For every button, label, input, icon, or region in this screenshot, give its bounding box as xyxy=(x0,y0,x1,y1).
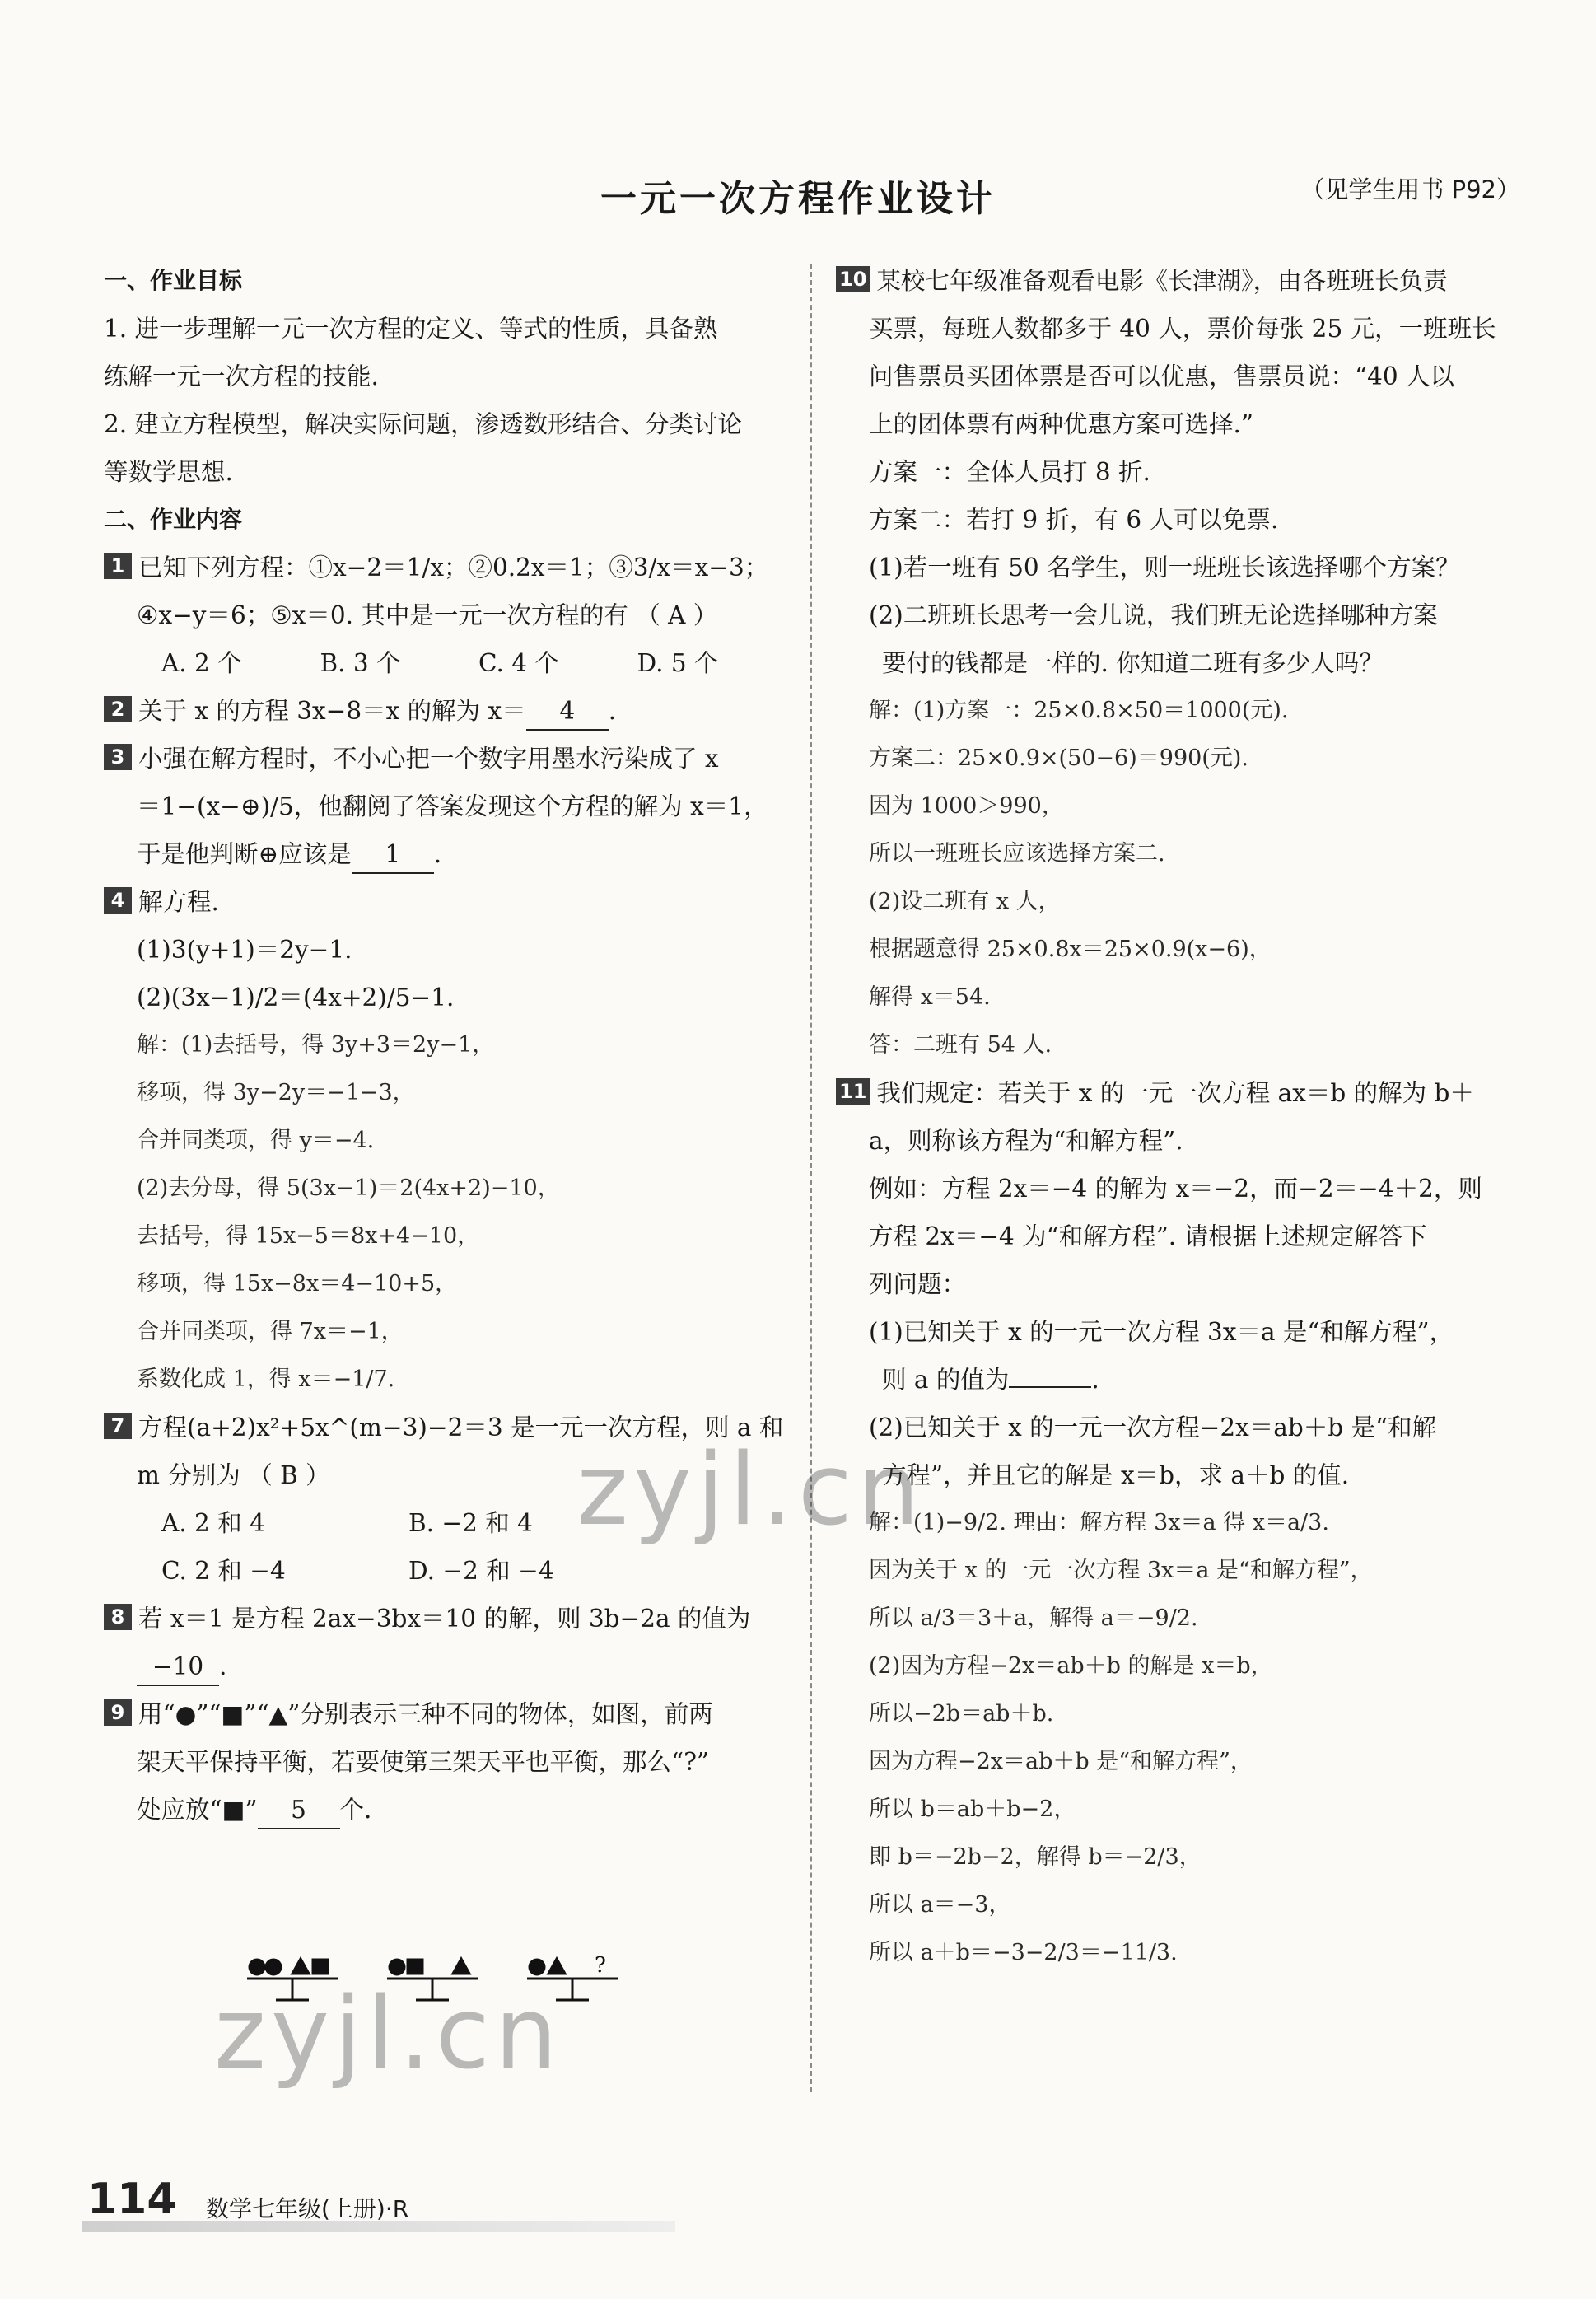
watermark: zyjl.cn xyxy=(576,1433,925,1548)
text-line xyxy=(836,496,1519,544)
book-title: 数学七年级(上册)·R xyxy=(206,2195,409,2222)
line-text: m 分别为 （ B ） xyxy=(137,1461,330,1489)
line-text: (1)已知关于 x 的一元一次方程 3x＝a 是“和解方程”， xyxy=(869,1318,1454,1346)
text-line xyxy=(836,448,1519,496)
line-text: 一、作业目标 xyxy=(104,267,243,294)
line-text: ＝1−(x−⊕)/5，他翻阅了答案发现这个方程的解为 x＝1， xyxy=(137,792,768,820)
line-text: 合并同类项，得 7x＝−1， xyxy=(137,1319,404,1344)
line-text: 所以−2b＝ab＋b. xyxy=(869,1701,1054,1727)
line-text: 练解一元一次方程的技能. xyxy=(104,362,379,390)
line-text: 方案一：全体人员打 8 折. xyxy=(869,458,1150,486)
line-text: 所以 a＋b＝−3−2/3＝−11/3. xyxy=(869,1940,1178,1965)
page-title: 一元一次方程作业设计 xyxy=(600,178,996,220)
line-text: 架天平保持平衡，若要使第三架天平也平衡，那么“?” xyxy=(137,1748,709,1776)
line-text: 所以 b＝ab＋b−2， xyxy=(869,1797,1076,1822)
line-tail: . xyxy=(608,697,617,725)
left-column xyxy=(104,257,796,1834)
text-line xyxy=(104,1595,796,1642)
question-number-badge: 3 xyxy=(104,744,132,770)
line-text: (1)3(y+1)＝2y−1. xyxy=(137,936,352,964)
text-line xyxy=(104,544,796,591)
question-number-badge: 10 xyxy=(836,266,870,292)
line-text: 因为关于 x 的一元一次方程 3x＝a 是“和解方程”， xyxy=(869,1558,1373,1583)
text-line xyxy=(836,591,1519,639)
line-text: 方程”，并且它的解是 x＝b，求 a＋b 的值. xyxy=(882,1461,1350,1489)
text-line xyxy=(836,1356,1519,1404)
text-line xyxy=(836,1547,1519,1595)
text-line xyxy=(104,305,796,353)
watermark: zyjl.cn xyxy=(214,1977,562,2091)
answer-blank: 4 xyxy=(526,693,609,731)
choice-option: D. −2 和 −4 xyxy=(408,1557,554,1585)
question-number-badge: 4 xyxy=(104,887,132,914)
text-line xyxy=(836,783,1519,830)
page-number: 114 xyxy=(87,2175,177,2224)
text-line xyxy=(836,639,1519,687)
text-line xyxy=(104,591,796,639)
text-line xyxy=(836,1834,1519,1881)
text-line xyxy=(104,496,796,544)
line-text: 小强在解方程时，不小心把一个数字用墨水污染成了 x xyxy=(138,745,719,773)
text-line xyxy=(836,830,1519,878)
line-text: 因为方程−2x＝ab＋b 是“和解方程”， xyxy=(869,1749,1253,1774)
text-line xyxy=(836,1021,1519,1069)
line-text: (2)因为方程−2x＝ab＋b 的解是 x＝b， xyxy=(869,1653,1273,1679)
text-line xyxy=(836,353,1519,400)
line-text: 问售票员买团体票是否可以优惠，售票员说：“40 人以 xyxy=(869,362,1454,390)
text-line xyxy=(836,544,1519,591)
text-line xyxy=(836,1595,1519,1642)
text-line xyxy=(104,257,796,305)
text-line xyxy=(836,1404,1519,1451)
text-line xyxy=(836,400,1519,448)
text-line xyxy=(836,1881,1519,1929)
line-text: 所以 a＝−3， xyxy=(869,1892,1011,1918)
text-line xyxy=(104,1213,796,1260)
answer-blank xyxy=(1009,1386,1091,1388)
line-text: (2)二班班长思考一会儿说，我们班无论选择哪种方案 xyxy=(869,601,1438,629)
line-text: 合并同类项，得 y＝−4. xyxy=(137,1128,375,1153)
text-line xyxy=(104,1069,796,1117)
line-text: 若 x＝1 是方程 2ax−3bx＝10 的解，则 3b−2a 的值为 xyxy=(138,1605,751,1633)
choice-option: C. 2 和 −4 xyxy=(161,1557,286,1585)
text-line xyxy=(836,1308,1519,1356)
text-line xyxy=(104,1786,796,1834)
answer-blank: 5 xyxy=(258,1792,340,1829)
line-text: 2. 建立方程模型，解决实际问题，渗透数形结合、分类讨论 xyxy=(104,410,743,438)
line-text: 买票，每班人数都多于 40 人，票价每张 25 元，一班班长 xyxy=(869,315,1496,343)
line-text: 方案二：若打 9 折，有 6 人可以免票. xyxy=(869,506,1279,534)
text-line xyxy=(836,1690,1519,1738)
line-text: 例如：方程 2x＝−4 的解为 x＝−2，而−2＝−4＋2，则 xyxy=(869,1175,1482,1203)
text-line xyxy=(836,1499,1519,1547)
question-number-badge: 9 xyxy=(104,1699,132,1726)
text-line xyxy=(836,926,1519,974)
text-line xyxy=(836,1069,1519,1117)
line-tail: . xyxy=(1091,1366,1099,1394)
text-line xyxy=(104,1356,796,1404)
line-text: 方程 2x＝−4 为“和解方程”. 请根据上述规定解答下 xyxy=(869,1222,1427,1250)
choice-option: B. 3 个 xyxy=(320,649,401,677)
line-text: ④x−y＝6；⑤x＝0. 其中是一元一次方程的有 （ A ） xyxy=(137,601,718,629)
line-text: 解方程. xyxy=(138,888,219,916)
answer-blank: −10 xyxy=(137,1648,219,1686)
text-line xyxy=(836,257,1519,305)
question-number-badge: 11 xyxy=(836,1078,870,1105)
choice-option: C. 4 个 xyxy=(478,649,559,677)
text-line xyxy=(104,687,796,735)
line-text: 答：二班有 54 人. xyxy=(869,1032,1052,1058)
text-line xyxy=(104,1308,796,1356)
text-line xyxy=(836,1165,1519,1213)
text-line xyxy=(104,735,796,783)
question-number-badge: 2 xyxy=(104,696,132,722)
answer-blank: 1 xyxy=(352,836,434,874)
line-text: 我们规定：若关于 x 的一元一次方程 ax＝b 的解为 b＋ xyxy=(876,1079,1474,1107)
choice-option: A. 2 和 4 xyxy=(161,1509,265,1537)
line-text: 要付的钱都是一样的. 你知道二班有多少人吗？ xyxy=(882,649,1384,677)
text-line xyxy=(836,735,1519,783)
line-text: (2)去分母，得 5(3x−1)＝2(4x+2)−10， xyxy=(137,1175,560,1201)
line-text: 上的团体票有两种优惠方案可选择.” xyxy=(869,410,1253,438)
text-line xyxy=(836,1786,1519,1834)
line-text: 所以 a/3＝3＋a，解得 a＝−9/2. xyxy=(869,1605,1198,1631)
text-line xyxy=(104,1690,796,1738)
line-text: 去括号，得 15x−5＝8x+4−10， xyxy=(137,1223,480,1249)
line-text: 处应放“■” xyxy=(137,1796,258,1824)
line-tail: . xyxy=(219,1652,227,1680)
choice-option: A. 2 个 xyxy=(161,649,242,677)
line-text: 二、作业内容 xyxy=(104,506,243,533)
line-text: 因为 1000＞990， xyxy=(869,793,1064,819)
line-text: 解：(1)去括号，得 3y+3＝2y−1， xyxy=(137,1032,495,1058)
line-text: 1. 进一步理解一元一次方程的定义、等式的性质，具备熟 xyxy=(104,315,718,343)
text-line xyxy=(104,974,796,1021)
text-line xyxy=(836,1642,1519,1690)
text-line xyxy=(104,639,796,687)
line-text: 用“●”“■”“▲”分别表示三种不同的物体，如图，前两 xyxy=(138,1700,713,1728)
question-number-badge: 1 xyxy=(104,553,132,579)
line-text: a，则称该方程为“和解方程”. xyxy=(869,1127,1183,1155)
line-tail: 个. xyxy=(339,1796,372,1824)
text-line xyxy=(104,1260,796,1308)
text-line xyxy=(836,1451,1519,1499)
line-text: 已知下列方程：①x−2＝1/x；②0.2x＝1；③3/x＝x−3； xyxy=(138,554,769,582)
column-divider xyxy=(810,264,812,2092)
line-text: 移项，得 3y−2y＝−1−3， xyxy=(137,1080,415,1105)
text-line xyxy=(836,687,1519,735)
text-line xyxy=(104,1021,796,1069)
student-book-reference: （见学生用书 P92） xyxy=(1300,175,1520,203)
line-text: 于是他判断⊕应该是 xyxy=(137,840,352,868)
line-text: 等数学思想. xyxy=(104,458,233,486)
line-text: 某校七年级准备观看电影《长津湖》，由各班班长负责 xyxy=(876,267,1448,295)
text-line xyxy=(836,1929,1519,1977)
text-line xyxy=(104,448,796,496)
line-text: (1)若一班有 50 名学生，则一班班长该选择哪个方案？ xyxy=(869,554,1460,582)
text-line xyxy=(104,1738,796,1786)
line-text: 列问题： xyxy=(869,1270,967,1298)
text-line xyxy=(836,1213,1519,1260)
text-line xyxy=(104,783,796,830)
line-text: 解：(1)−9/2. 理由：解方程 3x＝a 得 x＝a/3. xyxy=(869,1510,1329,1535)
text-line xyxy=(104,1117,796,1165)
line-text: (2)已知关于 x 的一元一次方程−2x＝ab＋b 是“和解 xyxy=(869,1414,1437,1442)
choice-option: B. −2 和 4 xyxy=(408,1509,533,1537)
question-number-badge: 8 xyxy=(104,1604,132,1630)
line-text: 系数化成 1，得 x＝−1/7. xyxy=(137,1367,395,1392)
line-text: (2)(3x−1)/2＝(4x+2)/5−1. xyxy=(137,984,455,1012)
line-text: 则 a 的值为 xyxy=(882,1366,1010,1394)
text-line xyxy=(104,1642,796,1690)
text-line xyxy=(104,1165,796,1213)
line-text: 所以一班班长应该选择方案二. xyxy=(869,841,1165,867)
text-line xyxy=(104,400,796,448)
text-line xyxy=(836,1260,1519,1308)
line-text: 即 b＝−2b−2，解得 b＝−2/3， xyxy=(869,1844,1202,1870)
text-line xyxy=(104,1547,796,1595)
line-text: 根据题意得 25×0.8x＝25×0.9(x−6)， xyxy=(869,937,1272,962)
text-line xyxy=(836,1117,1519,1165)
right-column xyxy=(836,257,1519,1977)
line-text: 解：(1)方案一：25×0.8×50＝1000(元). xyxy=(869,698,1289,723)
text-line xyxy=(104,353,796,400)
unknown-mark: ? xyxy=(595,1953,606,1978)
text-line xyxy=(836,878,1519,926)
text-line xyxy=(836,1738,1519,1786)
text-line xyxy=(836,305,1519,353)
line-tail: . xyxy=(433,840,442,868)
line-text: (2)设二班有 x 人， xyxy=(869,889,1061,914)
question-number-badge: 7 xyxy=(104,1413,132,1439)
line-text: 关于 x 的方程 3x−8＝x 的解为 x＝ xyxy=(138,697,526,725)
line-text: 移项，得 15x−8x＝4−10+5， xyxy=(137,1271,458,1297)
line-text: 方案二：25×0.9×(50−6)＝990(元). xyxy=(869,745,1248,771)
text-line xyxy=(104,926,796,974)
line-text: 解得 x＝54. xyxy=(869,984,991,1010)
text-line xyxy=(104,878,796,926)
line-text: 方程(a+2)x²+5x^(m−3)−2＝3 是一元一次方程，则 a 和 xyxy=(138,1414,784,1442)
choice-option: D. 5 个 xyxy=(637,649,719,677)
text-line xyxy=(104,830,796,878)
text-line xyxy=(836,974,1519,1021)
